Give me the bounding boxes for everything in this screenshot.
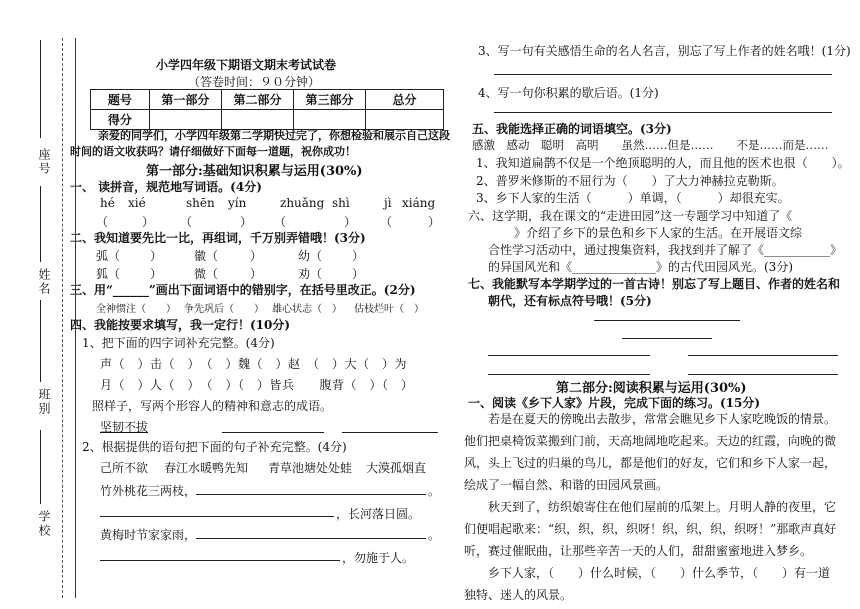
pinyin: hé bbox=[100, 196, 115, 210]
q5-sentence-1: 1、我知道扁鹊不仅是一个绝顶聪明的人，而且他的医术也很（ ）。 bbox=[476, 156, 850, 170]
bracket: （ bbox=[96, 215, 109, 229]
binding-dash-line bbox=[62, 38, 63, 598]
poem-answer-line[interactable] bbox=[196, 494, 426, 495]
poem-title-line[interactable] bbox=[594, 320, 740, 321]
exam-title: 小学四年级下期语文期末考试试卷 bbox=[156, 58, 337, 72]
q4-title: 四、我能按要求填写，我一定行！(10分) bbox=[70, 318, 291, 332]
greeting-line-1: 亲爱的同学们，小学四年级第二学期快过完了，你想检验和展示自己这段 bbox=[98, 129, 450, 142]
school-blank bbox=[40, 430, 41, 504]
bracket: （ bbox=[380, 215, 393, 229]
reading-paragraph-1: 若是在夏天的傍晚出去散步，常常会瞧见乡下人家吃晚饭的情景。他们把桌椅饭菜搬到门前，天高地阔地吃起来。天边的红霞，向晚的微风，头上飞过的归巢的鸟儿，都是他们的好友，它们和乡下人家一起，绘成了一幅自然、和谐的田园风景画。 bbox=[464, 412, 837, 492]
q5-word-bank: 感激 感动 聪明 高明 虽然……但是…… 不是……而是…… bbox=[472, 138, 829, 152]
idiom-answer-line[interactable] bbox=[342, 432, 438, 433]
reading-paragraph-3: 乡下人家，（ ）什么时候，（ ）什么季节，（ ）有一道独特、迷人的风景。 bbox=[464, 566, 831, 602]
q3-title: 三、用“______”画出下面词语中的错别字，在括号里改正。(2分) bbox=[70, 283, 416, 297]
option: 青草池塘处处蛙 bbox=[268, 461, 353, 475]
score-table bbox=[90, 89, 444, 130]
score-header-part3: 第三部分 bbox=[294, 90, 366, 110]
poem-end: 。 bbox=[428, 484, 441, 498]
score-header-part1: 第一部分 bbox=[149, 90, 221, 110]
poem-answer-line[interactable] bbox=[196, 538, 426, 539]
compare-bracket: ） bbox=[352, 249, 365, 263]
compare-char: 劝（ bbox=[298, 267, 323, 281]
idiom-row-1: 声（ ）击（ ） （ ）魏（ ）赵 （ ）大（ ）为 bbox=[100, 357, 408, 371]
name-blank bbox=[40, 186, 41, 262]
seat-blank bbox=[40, 40, 41, 138]
score-header-total: 总分 bbox=[366, 90, 444, 110]
poem-end: ，长河落日圆。 bbox=[336, 507, 421, 521]
poem-line[interactable] bbox=[688, 355, 838, 356]
option: 大漠孤烟直 bbox=[366, 461, 427, 475]
compare-char: 徽（ bbox=[194, 249, 219, 263]
q6-line-3: 合性学习活动中，通过搜集资料，我找到并了解了《___________》 bbox=[488, 243, 843, 257]
bracket: ） bbox=[428, 215, 441, 229]
exam-time: （答卷时间：９０分钟） bbox=[188, 75, 321, 89]
pinyin: zhuǎng bbox=[280, 196, 325, 210]
q5-sentence-2: 2、普罗米修斯的不屈行为（ ）了大力神赫拉克勒斯。 bbox=[476, 174, 784, 188]
bracket: ） bbox=[240, 215, 253, 229]
compare-bracket: ） bbox=[150, 249, 163, 263]
right-q3: 3、写一句有关感悟生命的名人名言，别忘了写上作者的姓名哦！(1分) bbox=[478, 44, 851, 58]
q4-sub1: 1、把下面的四字词补充完整。(4分) bbox=[82, 336, 275, 350]
compare-char: 狐（ bbox=[96, 267, 121, 281]
pinyin: yín bbox=[228, 196, 247, 210]
school-label: 学校 bbox=[37, 510, 51, 538]
idiom-answer-line[interactable] bbox=[222, 432, 324, 433]
greeting-line-2: 时间的语文收获吗？请仔细做好下面每一道题，祝你成功！ bbox=[70, 145, 356, 158]
poem-answer-line[interactable] bbox=[100, 516, 334, 517]
bracket: ） bbox=[344, 215, 357, 229]
poem-answer-line[interactable] bbox=[100, 560, 340, 561]
q5-sentence-3: 3、乡下人家的生活（ ）单调，（ ）却很充实。 bbox=[476, 191, 790, 205]
seat-label: 座号 bbox=[37, 148, 51, 176]
pinyin: shēn bbox=[186, 196, 215, 210]
q2-title: 二、我知道要先比一比，再组词，千万别弄错哦！(3分) bbox=[70, 231, 366, 245]
score-row-label: 得分 bbox=[91, 110, 150, 130]
pinyin: xié bbox=[128, 196, 146, 210]
class-blank bbox=[40, 300, 41, 382]
name-label: 姓名 bbox=[37, 268, 51, 296]
poem-line[interactable] bbox=[688, 374, 838, 375]
bracket: ） bbox=[142, 215, 155, 229]
typo-item: 估枝烂叶（ ） bbox=[354, 304, 424, 315]
q1-title: 一、 读拼音，规范地写词语。(4分) bbox=[70, 180, 262, 194]
q4-example: 坚韧不拔 bbox=[100, 420, 149, 434]
pinyin: jì bbox=[384, 196, 392, 210]
answer-line[interactable] bbox=[494, 112, 832, 113]
option: 己所不欲 bbox=[100, 461, 149, 475]
compare-char: 弧（ bbox=[96, 249, 121, 263]
bracket: （ bbox=[180, 215, 193, 229]
compare-bracket: ） bbox=[150, 267, 163, 281]
poem-author-line[interactable] bbox=[622, 338, 712, 339]
part2-q1-title: 一、阅读《乡下人家》片段，完成下面的练习。(15分) bbox=[468, 396, 761, 410]
compare-bracket: ） bbox=[352, 267, 365, 281]
part2-title: 第二部分:阅读积累与运用(30%) bbox=[556, 381, 747, 396]
pinyin: xiáng bbox=[402, 196, 436, 210]
poem-line[interactable] bbox=[488, 355, 650, 356]
poem-end: 。 bbox=[428, 528, 441, 542]
typo-item: 全神惯注（ ） bbox=[96, 304, 176, 315]
option: 春江水暖鸭先知 bbox=[164, 461, 249, 475]
q7-line-2: 朝代，还有标点符号哦！(5分) bbox=[488, 294, 652, 308]
score-header-number: 题号 bbox=[91, 90, 150, 110]
reading-paragraph-2: 秋天到了，纺织娘寄住在他们屋前的瓜架上。月明人静的夜里，它们便唱起歌来：“织，织，织，织呀！织，织，织，织呀！”那歌声真好听，赛过催眠曲，让那些辛苦一天的人们，甜甜蜜蜜地进入梦乡。 bbox=[464, 500, 837, 558]
poem-line-3: 黄梅时节家家雨， bbox=[100, 528, 197, 542]
typo-item: 争先巩后（ ） bbox=[184, 304, 264, 315]
q6-line-4: 的异国风光和《______________》的古代田园风光。(3分) bbox=[488, 260, 793, 274]
right-q4: 4、写一句你积累的歇后语。(1分) bbox=[478, 86, 659, 100]
class-label: 班别 bbox=[37, 388, 51, 416]
q7-line-1: 七、我能默写本学期学过的一首古诗！别忘了写上题目、作者的姓名和 bbox=[468, 277, 841, 291]
compare-char: 幼（ bbox=[298, 249, 323, 263]
bracket: （ bbox=[274, 215, 287, 229]
compare-bracket: ） bbox=[250, 267, 263, 281]
idiom-row-2: 月（ ）人（ ） （ ）（ ）皆兵 腹背（ ）（ ） bbox=[100, 378, 414, 392]
poem-line-1: 竹外桃花三两枝， bbox=[100, 484, 197, 498]
part1-title: 第一部分:基础知识积累与运用(30%) bbox=[146, 164, 363, 179]
compare-bracket: ） bbox=[250, 249, 263, 263]
typo-item: 雄心状志（ ） bbox=[272, 304, 342, 315]
q4-example-prompt: 照样子，写两个形容人的精神和意志的成语。 bbox=[92, 399, 333, 413]
compare-char: 微（ bbox=[194, 267, 219, 281]
q6-line-2: 》介绍了乡下的景色和乡下人家的生活。在开展语文综 bbox=[514, 226, 803, 240]
score-header-part2: 第二部分 bbox=[221, 90, 293, 110]
q5-title: 五、我能选择正确的词语填空。(3分) bbox=[472, 122, 672, 136]
poem-line[interactable] bbox=[488, 374, 650, 375]
q4-sub2: 2、根据提供的语句把下面的句子补充完整。(4分) bbox=[82, 440, 347, 454]
q6-line-1: 六、这学期，我在课文的“走进田园”这一专题学习中知道了《 bbox=[468, 209, 793, 223]
pinyin: shì bbox=[332, 196, 350, 210]
answer-line[interactable] bbox=[494, 74, 832, 75]
poem-end: ，勿施于人。 bbox=[342, 551, 415, 565]
